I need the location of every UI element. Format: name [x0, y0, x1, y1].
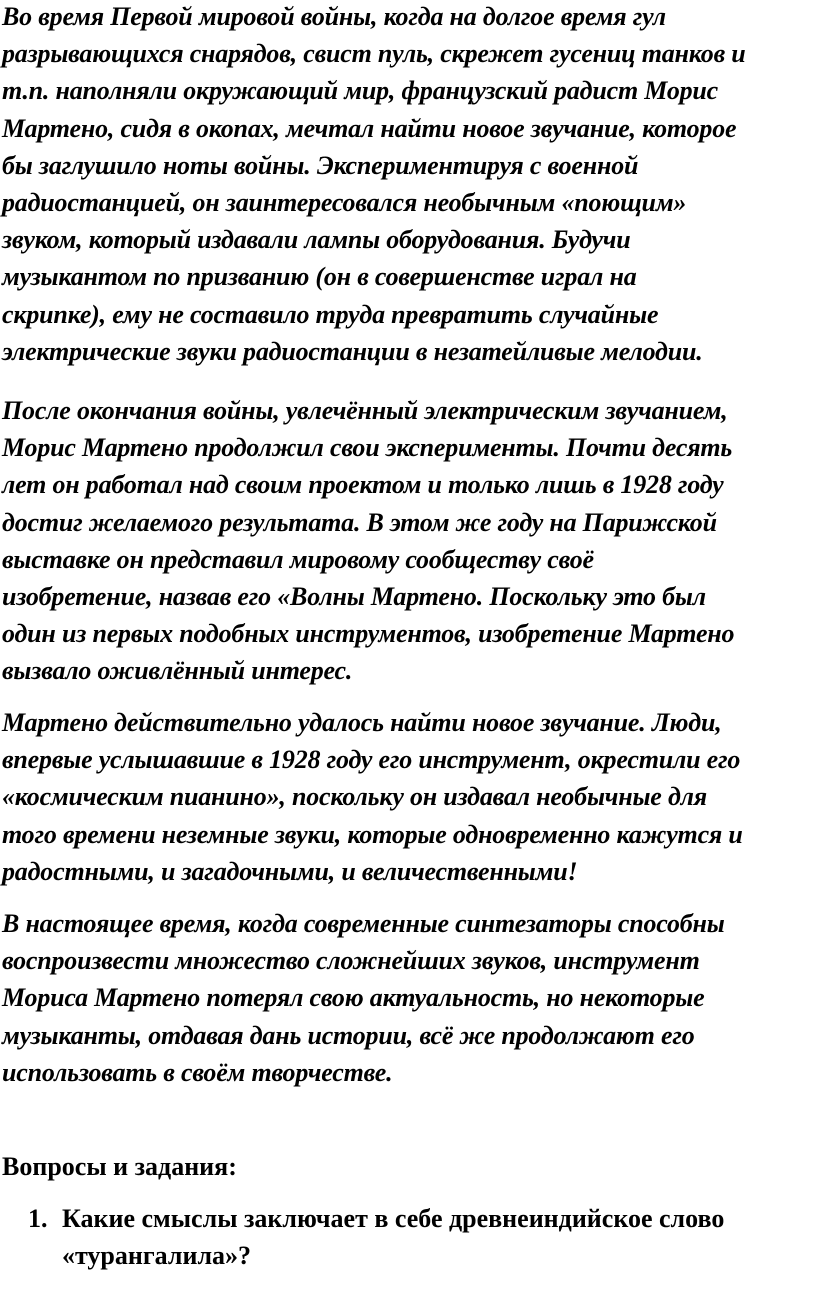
- question-item: [28, 1200, 724, 1274]
- text-line: радиостанцией, он заинтересовался необычным «поющим»: [2, 187, 687, 217]
- text-line: «космическим пианино», поскольку он издавал необычные для: [2, 782, 707, 812]
- text-line: звуком, который издавали лампы оборудования. Будучи: [2, 225, 631, 255]
- text-line: В настоящее время, когда современные синтезаторы способны: [2, 909, 725, 938]
- text-line: того времени неземные звуки, которые одновременно кажутся и: [2, 819, 743, 849]
- text-line: выставке он представил мировому сообществу своё: [2, 544, 594, 574]
- text-line: достиг желаемого результата. В этом же году на Парижской: [2, 507, 717, 537]
- text-line: лет он работал над своим проектом и только лишь в 1928 году: [2, 470, 724, 500]
- text-line: Мориса Мартено потерял свою актуальность, но некоторые: [2, 983, 705, 1013]
- questions-heading: Вопросы и задания:: [2, 1152, 237, 1181]
- text-line: Морис Мартено продолжил свои эксперименты. Почти десять: [2, 433, 733, 463]
- paragraph-after-war: [2, 392, 734, 690]
- text-line: т.п. наполняли окружающий мир, французский радист Морис: [2, 76, 719, 106]
- text-line: бы заглушило ноты войны. Экспериментируя с военной: [2, 150, 639, 180]
- paragraph-war-radio: [2, 0, 746, 370]
- questions-list: [28, 1200, 724, 1274]
- text-line: впервые услышавшие в 1928 году его инструмент, окрестили его: [2, 745, 741, 775]
- text-line: скрипке), ему не составило труда превратить случайные: [2, 299, 659, 329]
- text-line: вызвало оживлённый интерес.: [2, 656, 353, 686]
- question-text-line: Какие смыслы заключает в себе древнеиндийское слово: [62, 1204, 725, 1233]
- text-line: музыканты, отдавая дань истории, всё же продолжают его: [2, 1020, 695, 1050]
- text-line: изобретение, назвав его «Волны Мартено. Поскольку это был: [2, 581, 706, 611]
- text-line: радостными, и загадочными, и величественными!: [2, 856, 578, 886]
- text-line: Мартено действительно удалось найти новое звучание. Люди,: [2, 708, 722, 737]
- text-line: электрические звуки радиостанции в незатейливые мелодии.: [2, 336, 703, 366]
- text-line: использовать в своём творчестве.: [2, 1057, 393, 1087]
- question-number: 1.: [28, 1204, 48, 1233]
- text-line: разрывающихся снарядов, свист пуль, скрежет гусениц танков и: [2, 39, 746, 69]
- text-line: Мартено, сидя в окопах, мечтал найти новое звучание, которое: [2, 113, 737, 143]
- text-line: один из первых подобных инструментов, изобретение Мартено: [2, 619, 735, 649]
- text-line: Во время Первой мировой войны, когда на долгое время гул: [2, 2, 666, 31]
- text-line: воспроизвести множество сложнейших звуков, инструмент: [2, 946, 700, 976]
- paragraph-cosmic-piano: [2, 704, 743, 890]
- question-text-line: «турангалила»?: [62, 1241, 252, 1270]
- paragraph-present-day: [2, 905, 725, 1091]
- text-line: После окончания войны, увлечённый электрическим звучанием,: [2, 396, 728, 425]
- text-line: музыкантом по призванию (он в совершенстве играл на: [2, 262, 637, 292]
